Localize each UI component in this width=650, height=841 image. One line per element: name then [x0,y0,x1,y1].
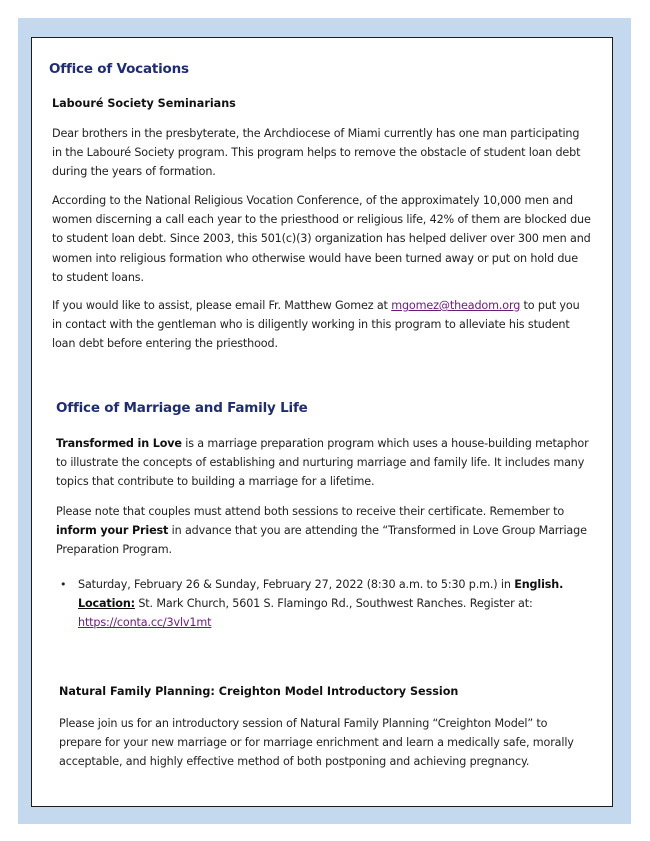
event-date-text: Saturday, February 26 & Sunday, February 27, 2022 (8:30 a.m. to 5:30 p.m.) in [78,578,515,591]
location-text: St. Mark Church, 5601 S. Flamingo Rd., Southwest Ranches. Register at: [134,597,533,611]
location-label: Location: [78,597,135,611]
email-link[interactable]: mgomez@theadom.org [391,299,521,312]
vocations-paragraph-3-text-a: If you would like to assist, please email Fr. Matthew Gomez at [52,299,392,312]
vocations-paragraph-3 [52,296,592,354]
vocations-heading: Office of Vocations [49,61,189,77]
marriage-paragraph-2 [56,502,600,560]
marriage-paragraph-2-text-a: Please note that couples must attend both sessions to receive their certificate. Remember to [56,505,565,518]
marriage-paragraph-1 [56,434,600,492]
vocations-paragraph-3-text-b: to put you in contact with the gentleman who is diligently working in this program to alleviate his student loan debt before entering the priesthood. [52,299,580,351]
marriage-paragraph-2-text-b: in advance that you are attending the “Transformed in Love Group Marriage Preparation Program. [56,524,587,557]
laboure-subheading: Labouré Society Seminarians [52,97,236,110]
nfp-paragraph: Please join us for an introductory session of Natural Family Planning “Creighton Model” to prepare for your new marriage or for marriage enrichment and learn a medically safe, morally acceptable, and highly effective method of both postponing and achieving pregnancy. [59,717,574,769]
nfp-subheading: Natural Family Planning: Creighton Model Introductory Session [59,685,459,698]
bullet-dot: • [60,578,67,591]
register-link[interactable]: https://conta.cc/3vlv1mt [78,616,212,630]
event-language: English. [514,578,564,591]
vocations-paragraph-2: According to the National Religious Vocation Conference, of the approximately 10,000 men and women discerning a call each year to the priesthood or religious life, 42% of them are blocked due to student loan debt. Since 2003, this 501(c)(3) organization has helped deliver over 300 men and women into religious formation who otherwise would have been turned away or put on hold due to student loans. [52,194,591,284]
vocations-paragraph-1: Dear brothers in the presbyterate, the Archdiocese of Miami currently has one man participating in the Labouré Society program. This program helps to remove the obstacle of student loan debt during the years of formation. [52,127,581,179]
event-bullet-item [78,575,594,633]
inform-priest-bold: inform your Priest [56,524,169,538]
transformed-in-love-bold: Transformed in Love [56,437,182,450]
marriage-heading: Office of Marriage and Family Life [56,400,308,416]
marriage-paragraph-1-text: is a marriage preparation program which uses a house-building metaphor to illustrate the concepts of establishing and nurturing marriage and family life. It includes many topics that contribute to building a marriage for a lifetime. [56,437,589,489]
